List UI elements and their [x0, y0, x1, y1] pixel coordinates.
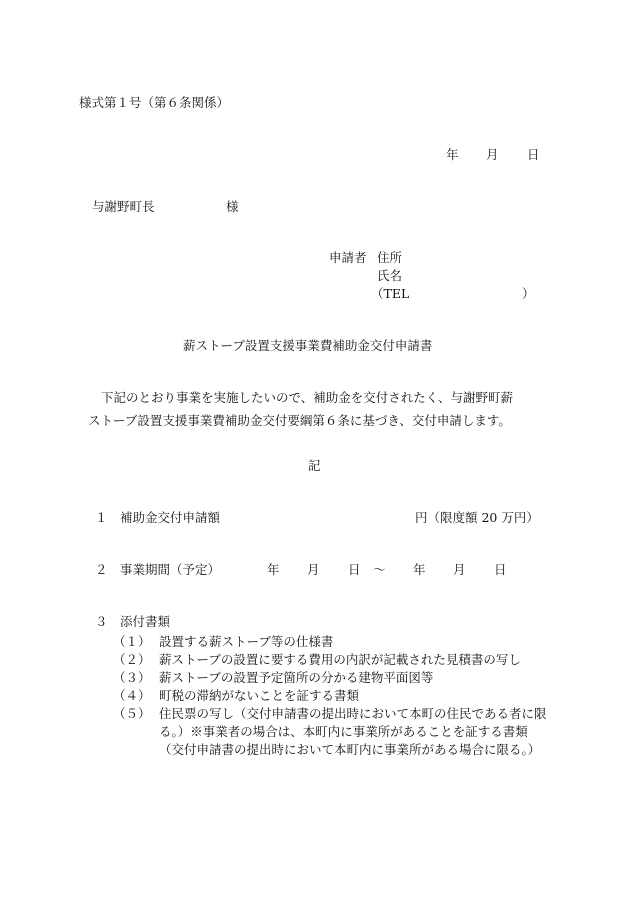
attachment-text: 薪ストーブの設置に要する費用の内訳が記載された見積書の写し [159, 652, 521, 667]
attachment-item [113, 705, 563, 777]
attachment-number: （３） [113, 670, 151, 685]
attachment-item [113, 633, 563, 651]
item2-end-day: 日 [494, 562, 507, 577]
item3-label: 添付書類 [120, 614, 171, 629]
attachment-number: （５） [113, 706, 151, 721]
applicant-address-label: 住所 [377, 250, 403, 265]
attachment-text: 町税の滞納がないことを証する書類 [159, 688, 360, 703]
date-month-label: 月 [486, 147, 499, 162]
item3-number: ３ [95, 614, 108, 629]
attachment-text: 設置する薪ストーブ等の仕様書 [159, 634, 334, 649]
item2-tilde: ～ [373, 562, 386, 577]
addressee-honorific: 様 [226, 199, 239, 214]
applicant-tel-close: ） [522, 286, 535, 301]
attachment-number: （４） [113, 688, 151, 703]
attachment-number: （２） [113, 652, 151, 667]
attachment-item [113, 651, 563, 669]
item2-end-month: 月 [453, 562, 466, 577]
item2-end-year: 年 [413, 562, 426, 577]
item1-label: 補助金交付申請額 [120, 510, 221, 525]
applicant-label: 申請者 [329, 250, 367, 265]
attachment-number: （１） [113, 634, 151, 649]
body-paragraph [88, 386, 558, 432]
item1-value: 円（限度額 20 万円） [415, 510, 539, 525]
date-day-label: 日 [527, 147, 540, 162]
date-year-label: 年 [446, 147, 459, 162]
item2-start-day: 日 [348, 562, 361, 577]
applicant-name-label: 氏名 [377, 268, 403, 283]
item2-start-year: 年 [267, 562, 280, 577]
attachment-text: 薪ストーブの設置予定箇所の分かる建物平面図等 [159, 670, 434, 685]
attachment-text: 住民票の写し（交付申請書の提出時において本町の住民である者に限る。）※事業者の場合は、本町内に事業所があることを証する書類（交付申請書の提出時において本町内に事業所がある場合に限る。） [159, 706, 547, 757]
form-title: 薪ストーブ設置支援事業費補助金交付申請書 [183, 338, 433, 353]
applicant-tel-open: （TEL [371, 286, 410, 301]
form-number: 様式第１号（第６条関係） [79, 95, 230, 110]
item1-number: １ [95, 510, 108, 525]
ki-heading: 記 [308, 458, 321, 473]
attachment-item [113, 669, 563, 687]
item2-start-month: 月 [307, 562, 320, 577]
item2-label: 事業期間（予定） [120, 562, 221, 577]
addressee-name: 与謝野町長 [92, 199, 155, 214]
body-line-2: ストーブ設置支援事業費補助金交付要綱第６条に基づき、交付申請します。 [88, 413, 511, 428]
item2-number: ２ [95, 562, 108, 577]
attachment-item [113, 687, 563, 705]
body-line-1: 下記のとおり事業を実施したいので、補助金を交付されたく、与謝野町薪 [101, 390, 514, 405]
